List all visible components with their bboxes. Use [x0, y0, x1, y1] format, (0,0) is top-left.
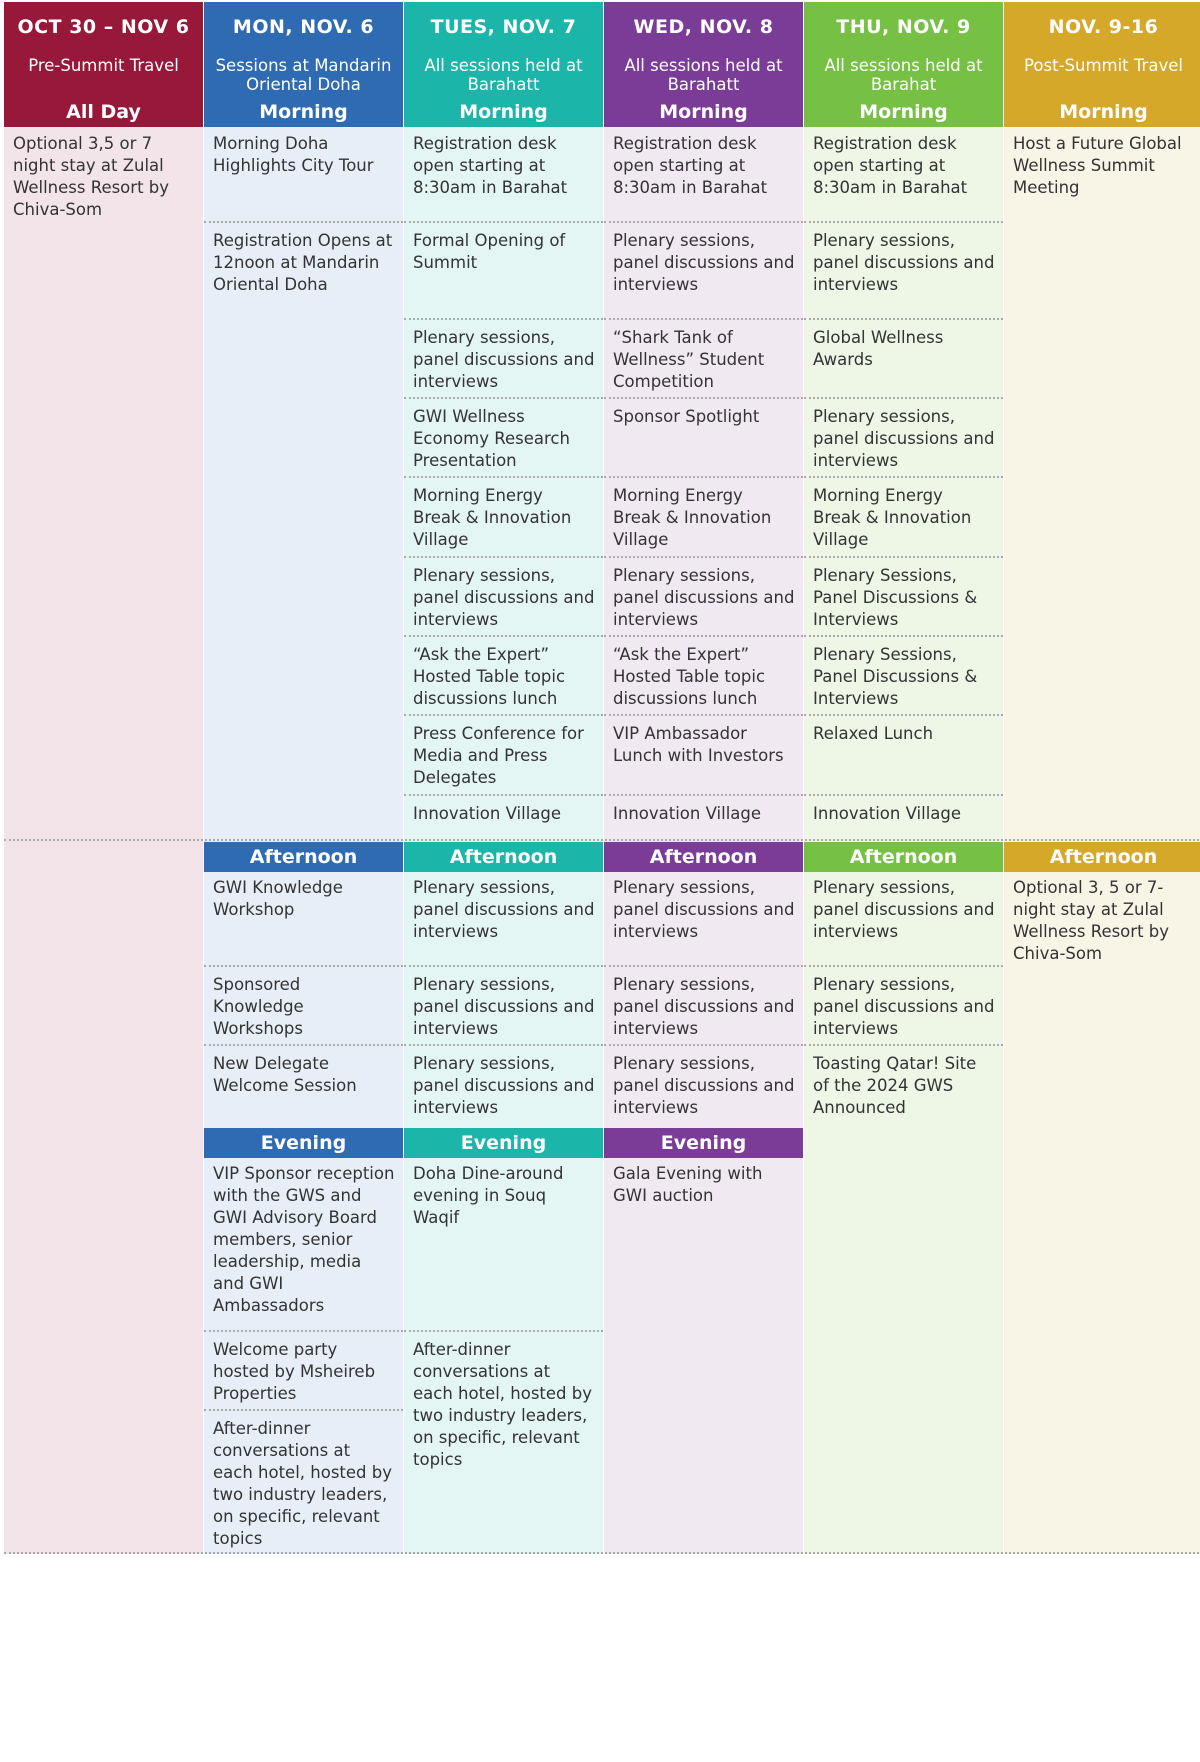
day-column-nov-9-16 [1004, 2, 1200, 1554]
row-divider [604, 221, 803, 223]
session-text: Morning Energy Break & Innovation Village [413, 486, 572, 549]
session-cell [804, 400, 1003, 472]
session-cell [804, 638, 1003, 710]
session-text: Welcome party hosted by Msheireb Properties [213, 1340, 376, 1403]
session-cell [604, 479, 803, 551]
session-cell [404, 638, 603, 710]
session-text: VIP Ambassador Lunch with Investors [613, 724, 784, 765]
session-text: Plenary sessions, panel discussions and interviews [413, 566, 595, 629]
period-band-morning: Morning [604, 97, 803, 127]
session-cell [404, 717, 603, 789]
period-band-morning: Morning [1004, 97, 1200, 127]
day-header [204, 2, 403, 109]
period-band-morning: Morning [204, 97, 403, 127]
row-divider [604, 714, 803, 716]
session-text: “Ask the Expert” Hosted Table topic discussions lunch [413, 645, 566, 708]
session-text: Plenary sessions, panel discussions and interviews [613, 1054, 795, 1117]
session-text: Innovation Village [813, 804, 962, 823]
session-cell [804, 717, 1003, 745]
session-cell [804, 321, 1003, 371]
session-cell [404, 1047, 603, 1119]
day-date: WED, NOV. 8 [633, 16, 774, 38]
session-text: GWI Wellness Economy Research Presentation [413, 407, 570, 470]
day-subtitle: All sessions held at Barahatt [624, 56, 783, 94]
session-text: Plenary sessions, panel discussions and interviews [613, 975, 795, 1038]
row-divider [604, 794, 803, 796]
session-cell [204, 1047, 403, 1097]
session-cell [404, 968, 603, 1040]
session-text: VIP Sponsor reception with the GWS and GWI Advisory Board members, senior leadership, media and GWI Ambassadors [213, 1164, 395, 1315]
session-cell [404, 1333, 603, 1471]
session-cell [404, 400, 603, 472]
row-divider [404, 221, 603, 223]
session-cell [4, 127, 203, 221]
row-divider [804, 397, 1003, 399]
day-header [804, 2, 1003, 109]
session-text: Plenary Sessions, Panel Discussions & Interviews [813, 566, 978, 629]
row-divider [604, 397, 803, 399]
session-cell [604, 400, 803, 428]
session-text: Plenary sessions, panel discussions and interviews [813, 975, 995, 1038]
session-cell [804, 224, 1003, 296]
session-text: Registration Opens at 12noon at Mandarin Oriental Doha [213, 231, 393, 294]
row-divider [804, 1044, 1003, 1046]
session-cell [804, 127, 1003, 199]
day-subtitle: Post-Summit Travel [1024, 56, 1183, 75]
row-divider [404, 476, 603, 478]
row-divider [404, 635, 603, 637]
session-text: Morning Energy Break & Innovation Village [613, 486, 772, 549]
row-divider [604, 556, 803, 558]
session-text: Plenary sessions, panel discussions and interviews [813, 878, 995, 941]
session-text: Formal Opening of Summit [413, 231, 566, 272]
session-cell [804, 559, 1003, 631]
section-divider [4, 1552, 1200, 1554]
session-cell [404, 797, 603, 825]
day-subtitle: All sessions held at Barahat [824, 56, 983, 94]
row-divider [204, 1044, 403, 1046]
session-cell [804, 871, 1003, 943]
day-date: THU, NOV. 9 [836, 16, 971, 38]
session-cell [1004, 871, 1200, 965]
row-divider [804, 476, 1003, 478]
session-cell [804, 1047, 1003, 1119]
period-band-all-day: All Day [4, 97, 203, 127]
period-band-evening: Evening [204, 1128, 403, 1158]
column-background [604, 97, 803, 1554]
session-text: Morning Energy Break & Innovation Village [813, 486, 972, 549]
session-cell [804, 479, 1003, 551]
row-divider [204, 221, 403, 223]
session-cell [604, 638, 803, 710]
session-cell [204, 871, 403, 921]
session-cell [1004, 127, 1200, 199]
session-text: Doha Dine-around evening in Souq Waqif [413, 1164, 564, 1227]
period-band-morning: Morning [404, 97, 603, 127]
period-band-evening: Evening [404, 1128, 603, 1158]
session-text: “Shark Tank of Wellness” Student Competition [613, 328, 765, 391]
day-subtitle: Sessions at Mandarin Oriental Doha [215, 56, 392, 94]
period-band-evening: Evening [604, 1128, 803, 1158]
session-text: Registration desk open starting at 8:30am in Barahat [613, 134, 768, 197]
session-cell [604, 224, 803, 296]
row-divider [404, 318, 603, 320]
session-text: Global Wellness Awards [813, 328, 944, 369]
day-subtitle: Pre-Summit Travel [28, 56, 179, 75]
day-column-thu-nov-9 [804, 2, 1003, 1554]
session-cell [204, 224, 403, 296]
row-divider [204, 965, 403, 967]
session-cell [604, 717, 803, 767]
session-text: Plenary sessions, panel discussions and interviews [413, 878, 595, 941]
session-text: Plenary sessions, panel discussions and interviews [613, 878, 795, 941]
session-cell [404, 224, 603, 274]
session-cell [404, 559, 603, 631]
row-divider [804, 556, 1003, 558]
session-cell [604, 797, 803, 825]
row-divider [404, 794, 603, 796]
day-column-wed-nov-8 [604, 2, 803, 1554]
session-text: Plenary sessions, panel discussions and interviews [613, 566, 795, 629]
session-cell [204, 1333, 403, 1405]
row-divider [404, 714, 603, 716]
session-text: Plenary sessions, panel discussions and interviews [813, 407, 995, 470]
row-divider [804, 221, 1003, 223]
period-band-afternoon: Afternoon [604, 842, 803, 872]
session-text: Gala Evening with GWI auction [613, 1164, 763, 1205]
session-text: Plenary sessions, panel discussions and interviews [613, 231, 795, 294]
session-text: Plenary sessions, panel discussions and interviews [413, 328, 595, 391]
session-text: Optional 3,5 or 7 night stay at Zulal Wellness Resort by Chiva-Som [13, 134, 170, 219]
session-text: Innovation Village [613, 804, 762, 823]
session-text: Morning Doha Highlights City Tour [213, 134, 374, 175]
column-background [804, 97, 1003, 1554]
session-cell [804, 968, 1003, 1040]
day-subtitle: All sessions held at Barahatt [424, 56, 583, 94]
day-date: TUES, NOV. 7 [430, 16, 577, 38]
period-band-afternoon: Afternoon [404, 842, 603, 872]
session-text: After-dinner conversations at each hotel, hosted by two industry leaders, on specific, relevant topics [213, 1419, 393, 1548]
row-divider [204, 1330, 403, 1332]
period-band-afternoon: Afternoon [804, 842, 1003, 872]
session-cell [604, 968, 803, 1040]
session-text: Plenary Sessions, Panel Discussions & Interviews [813, 645, 978, 708]
row-divider [604, 318, 803, 320]
row-divider [604, 1044, 803, 1046]
session-cell [604, 559, 803, 631]
session-text: Sponsored Knowledge Workshops [213, 975, 304, 1038]
session-text: Relaxed Lunch [813, 724, 934, 743]
session-text: After-dinner conversations at each hotel, hosted by two industry leaders, on specific, relevant topics [413, 1340, 593, 1469]
session-text: Plenary sessions, panel discussions and interviews [813, 231, 995, 294]
session-text: Innovation Village [413, 804, 562, 823]
day-header [4, 2, 203, 109]
row-divider [604, 965, 803, 967]
session-cell [604, 871, 803, 943]
day-column-mon-nov-6 [204, 2, 403, 1554]
row-divider [404, 965, 603, 967]
session-text: Toasting Qatar! Site of the 2024 GWS Announced [813, 1054, 977, 1117]
session-text: Registration desk open starting at 8:30am in Barahat [813, 134, 968, 197]
day-date: NOV. 9-16 [1048, 16, 1159, 38]
row-divider [804, 965, 1003, 967]
row-divider [804, 714, 1003, 716]
session-text: Sponsor Spotlight [613, 407, 760, 426]
column-background [1004, 97, 1200, 1554]
session-cell [404, 479, 603, 551]
session-text: Registration desk open starting at 8:30am in Barahat [413, 134, 568, 197]
day-header [1004, 2, 1200, 109]
row-divider [404, 1330, 603, 1332]
row-divider [404, 397, 603, 399]
section-divider [4, 839, 1200, 841]
session-cell [204, 1412, 403, 1550]
row-divider [804, 794, 1003, 796]
day-date: OCT 30 – NOV 6 [17, 16, 190, 38]
day-header [604, 2, 803, 109]
day-date: MON, NOV. 6 [232, 16, 375, 38]
session-cell [204, 968, 403, 1040]
session-cell [404, 1157, 603, 1229]
row-divider [604, 635, 803, 637]
session-text: Optional 3, 5 or 7-night stay at Zulal Wellness Resort by Chiva-Som [1013, 878, 1170, 963]
session-text: New Delegate Welcome Session [213, 1054, 357, 1095]
day-column-tues-nov-7 [404, 2, 603, 1554]
day-header [404, 2, 603, 109]
row-divider [804, 635, 1003, 637]
session-text: “Ask the Expert” Hosted Table topic discussions lunch [613, 645, 766, 708]
column-background [4, 97, 203, 1554]
day-column-oct-30-nov-6 [4, 2, 203, 1554]
row-divider [804, 318, 1003, 320]
session-cell [404, 321, 603, 393]
session-cell [204, 1157, 403, 1317]
session-cell [804, 797, 1003, 825]
session-cell [604, 1047, 803, 1119]
session-cell [404, 127, 603, 199]
session-cell [204, 127, 403, 177]
session-text: Plenary sessions, panel discussions and interviews [413, 975, 595, 1038]
session-text: Press Conference for Media and Press Delegates [413, 724, 584, 787]
period-band-morning: Morning [804, 97, 1003, 127]
session-text: GWI Knowledge Workshop [213, 878, 343, 919]
row-divider [604, 476, 803, 478]
row-divider [204, 1409, 403, 1411]
row-divider [404, 1044, 603, 1046]
session-text: Host a Future Global Wellness Summit Meeting [1013, 134, 1182, 197]
session-cell [604, 127, 803, 199]
session-cell [404, 871, 603, 943]
period-band-afternoon: Afternoon [204, 842, 403, 872]
session-cell [604, 321, 803, 393]
row-divider [404, 556, 603, 558]
session-cell [604, 1157, 803, 1207]
session-text: Plenary sessions, panel discussions and interviews [413, 1054, 595, 1117]
period-band-afternoon: Afternoon [1004, 842, 1200, 872]
